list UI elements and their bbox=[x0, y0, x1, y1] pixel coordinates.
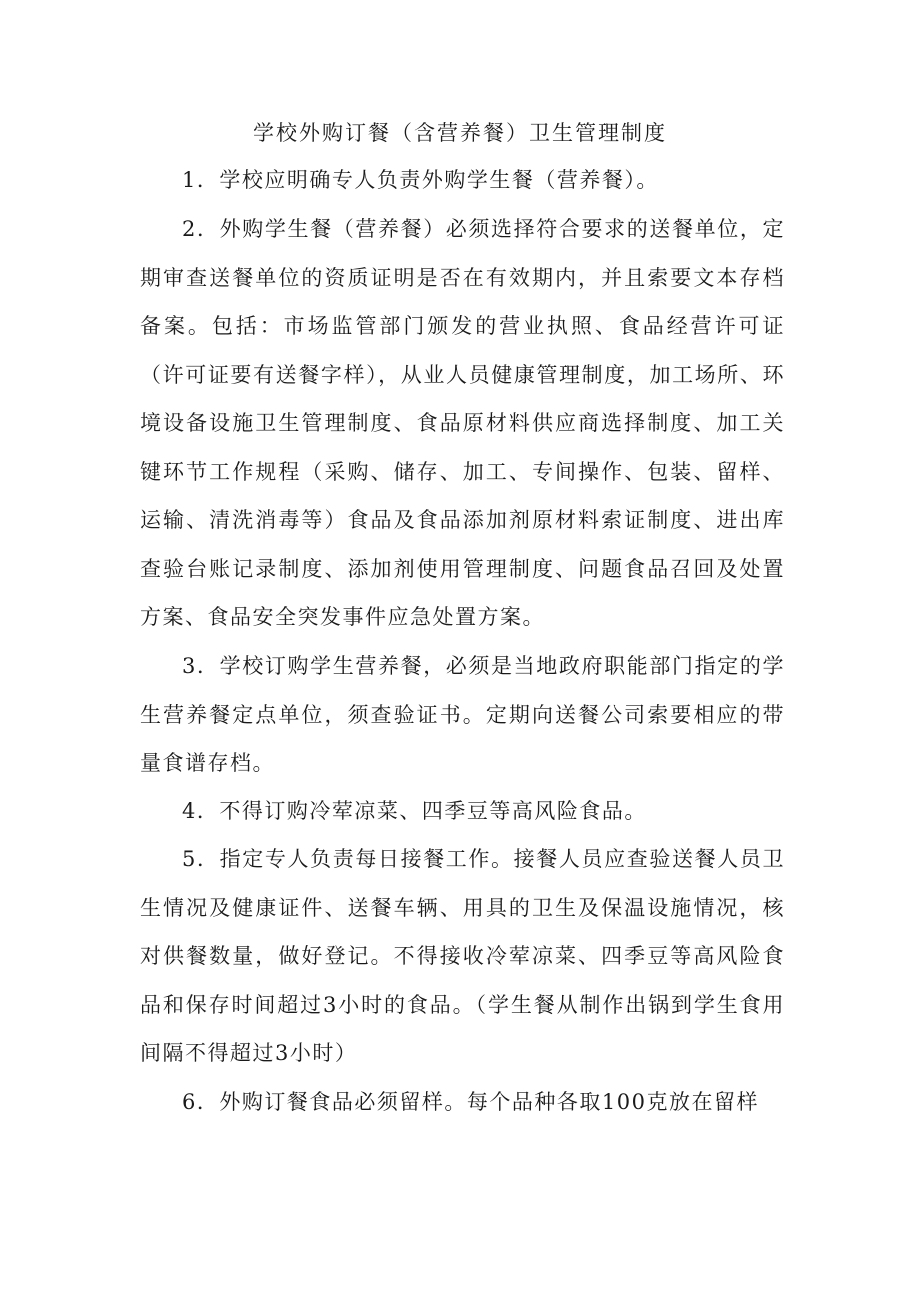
paragraph-1: 1．学校应明确专人负责外购学生餐（营养餐）。 bbox=[182, 168, 659, 192]
document-title: 学校外购订餐（含营养餐）卫生管理制度 bbox=[253, 121, 667, 145]
paragraph-4: 4．不得订购冷荤凉菜、四季豆等高风险食品。 bbox=[182, 799, 647, 823]
paragraph-6: 6．外购订餐食品必须留样。每个品种各取100克放在留样 bbox=[182, 1090, 759, 1114]
paragraph-5: 5．指定专人负责每日接餐工作。接餐人员应查验送餐人员卫生情况及健康证件、送餐车辆、用具的卫生及保温设施情况，核对供餐数量，做好登记。不得接收冷荤凉菜、四季豆等高风险食品和保存时间超过3小时的食品。（学生餐从制作出锅到学生食用间隔不得超过3小时） bbox=[140, 847, 785, 1065]
paragraph-2: 2．外购学生餐（营养餐）必须选择符合要求的送餐单位，定期审查送餐单位的资质证明是否在有效期内，并且索要文本存档备案。包括：市场监管部门颁发的营业执照、食品经营许可证（许可证要有送餐字样），从业人员健康管理制度，加工场所、环境设备设施卫生管理制度、食品原材料供应商选择制度、加工关键环节工作规程（采购、储存、加工、专间操作、包装、留样、运输、清洗消毒等）食品及食品添加剂原材料索证制度、进出库查验台账记录制度、添加剂使用管理制度、问题食品召回及处置方案、食品安全突发事件应急处置方案。 bbox=[140, 217, 785, 629]
paragraph-3: 3．学校订购学生营养餐，必须是当地政府职能部门指定的学生营养餐定点单位，须查验证书。定期向送餐公司索要相应的带量食谱存档。 bbox=[140, 654, 785, 775]
